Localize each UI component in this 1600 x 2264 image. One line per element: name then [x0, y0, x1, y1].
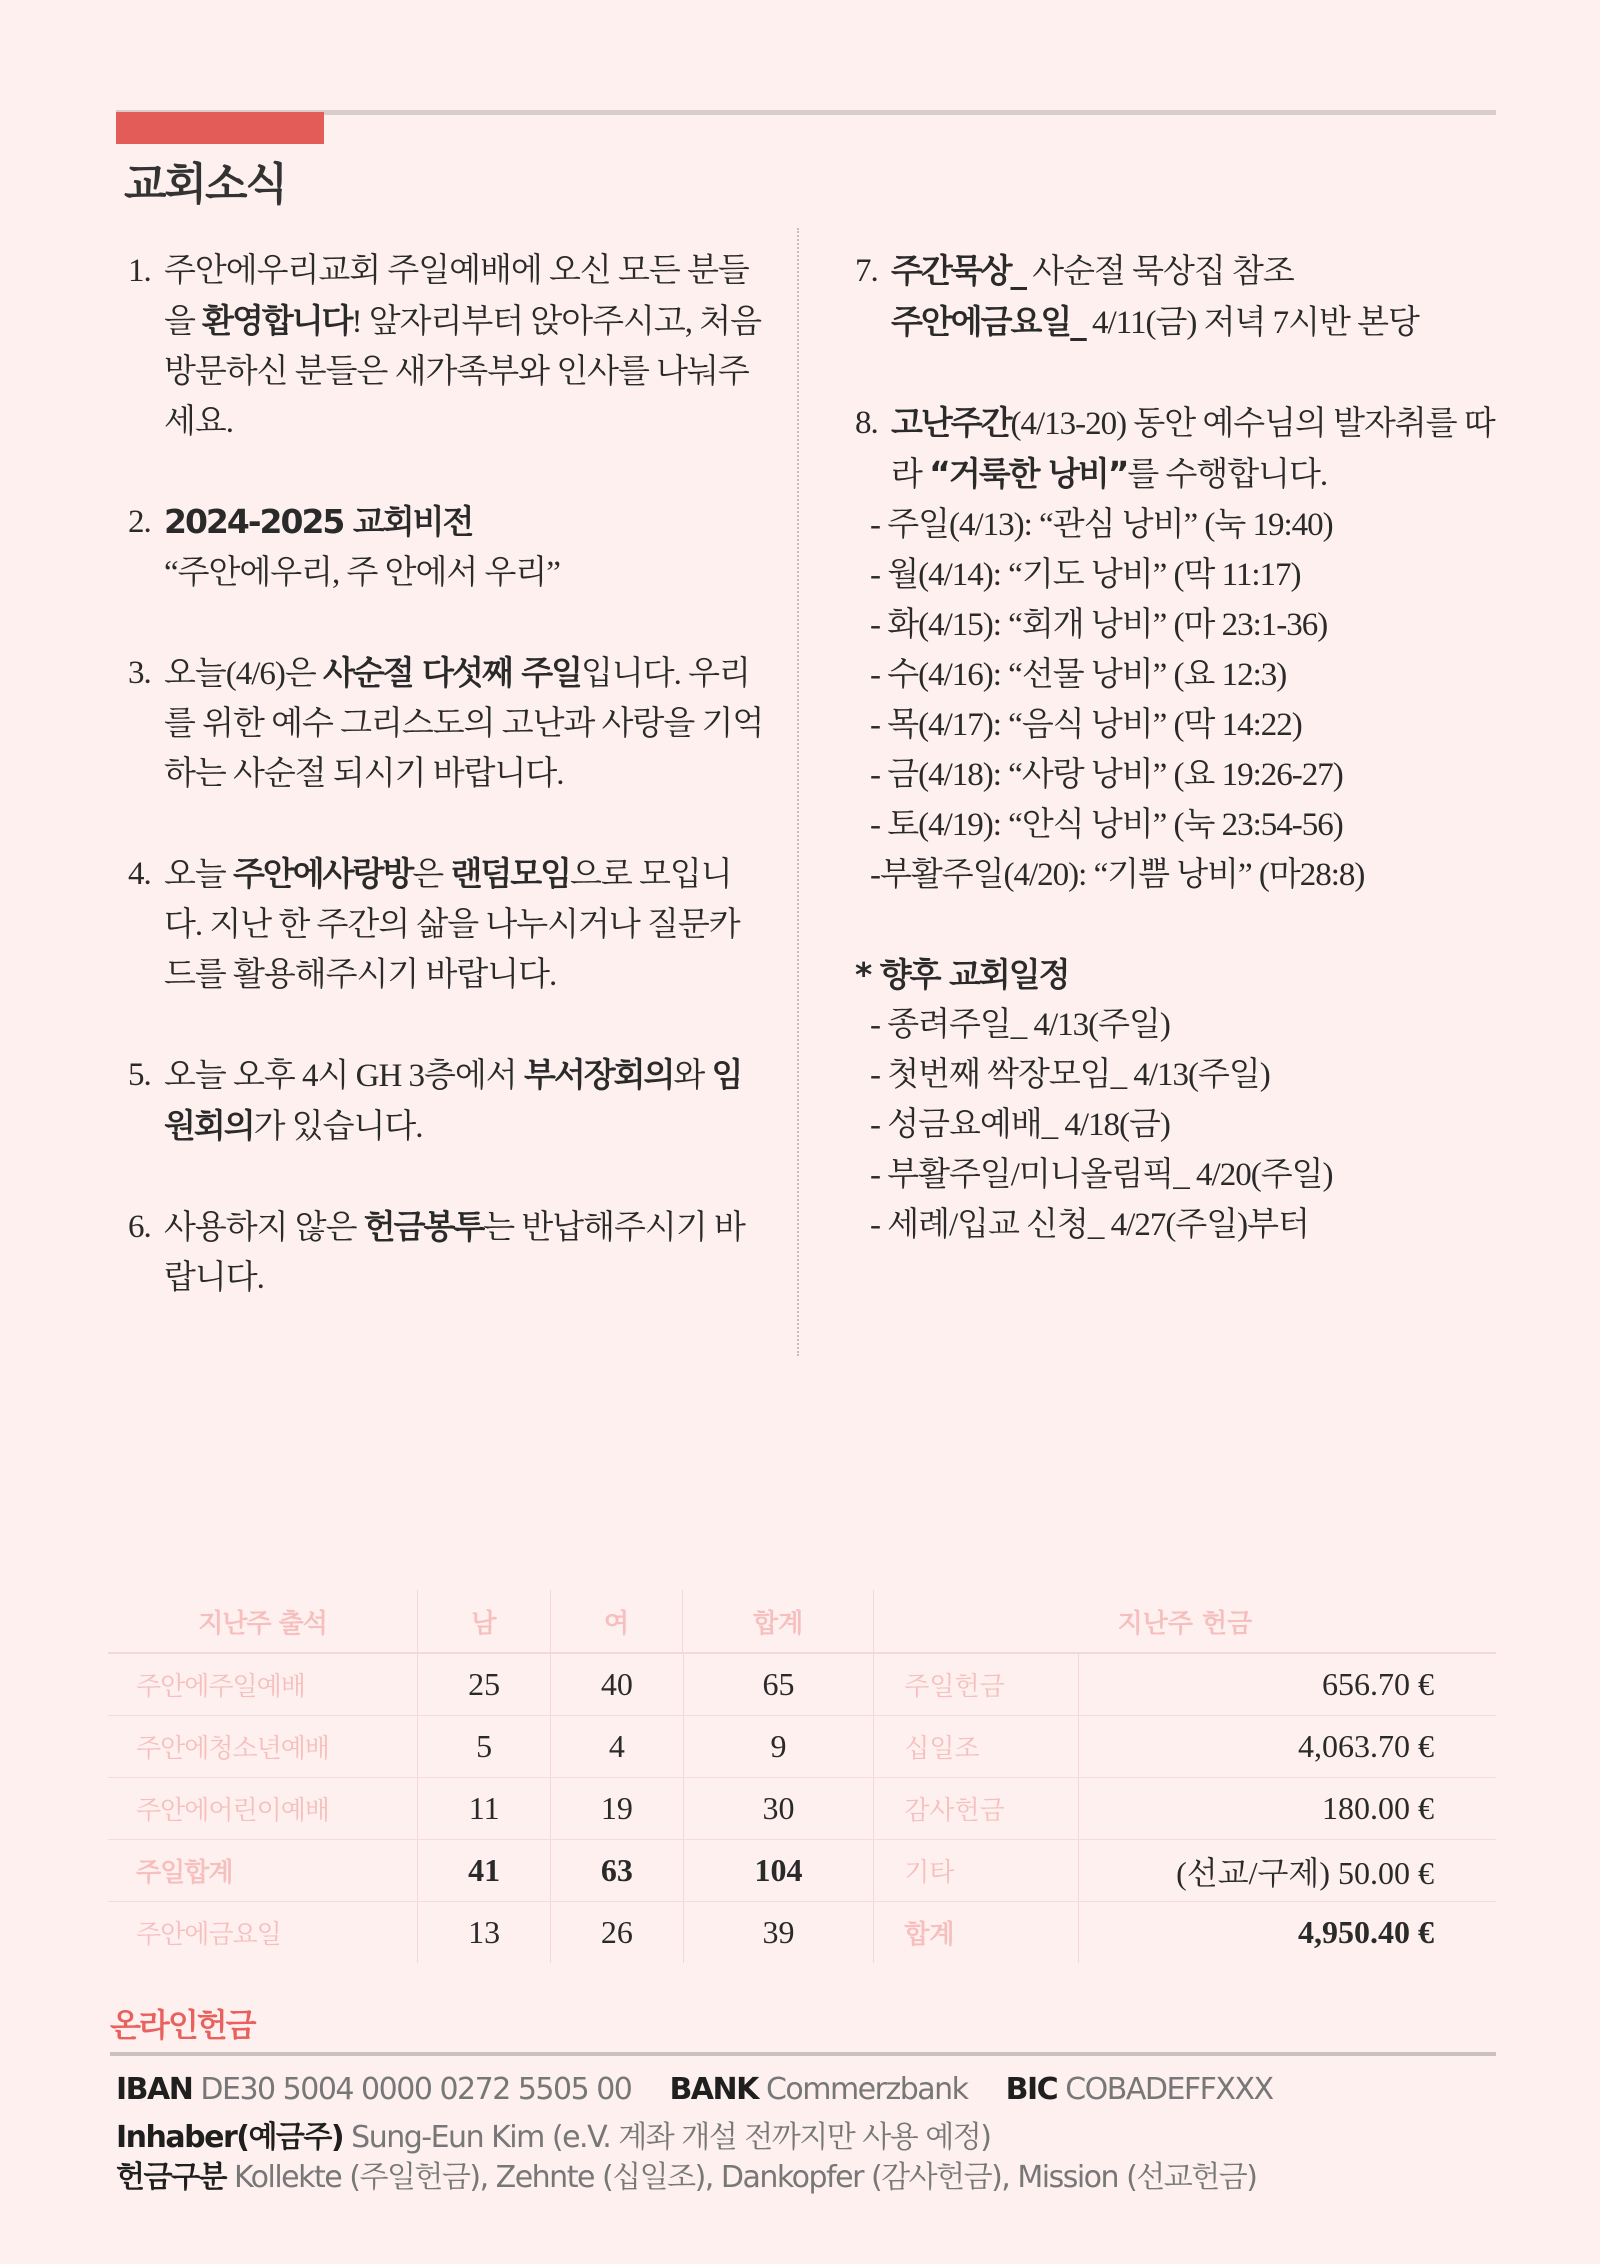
online-rule — [110, 2052, 1496, 2056]
item-text: 사용하지 않은 헌금봉투는 반납해주시기 바랍니다. — [164, 1207, 745, 1296]
offering-amount: 4,950.40 € — [1078, 1902, 1496, 1963]
female-count: 63 — [550, 1840, 683, 1901]
list-item: - 성금요예배_ 4/18(금) — [870, 1107, 1170, 1143]
list-item: -부활주일(4/20): “기쁨 낭비” (마28:8) — [870, 857, 1365, 893]
item-number: 6. — [128, 1209, 151, 1245]
bank-value: Commerzbank — [765, 2072, 968, 2107]
total-count: 30 — [683, 1778, 874, 1839]
holder-info-line — [116, 2112, 1020, 2156]
list-item: - 부활주일/미니올림픽_ 4/20(주일) — [870, 1157, 1333, 1193]
iban-label: IBAN — [116, 2072, 193, 2107]
list-item: - 금(4/18): “사랑 낭비” (요 19:26-27) — [870, 757, 1343, 793]
news-left-column — [128, 246, 768, 1353]
item-text — [891, 246, 1505, 348]
column-header: 남 — [417, 1590, 550, 1652]
news-item — [128, 246, 768, 447]
schedule-list — [855, 1000, 1505, 1250]
column-header: 합계 — [682, 1590, 872, 1652]
offering-label: 십일조 — [873, 1716, 1078, 1777]
list-item: - 첫번째 싹장모임_ 4/13(주일) — [870, 1057, 1270, 1093]
accent-bar — [116, 112, 324, 144]
weekly-meditation-label: 주간묵상_ — [891, 251, 1026, 290]
male-count: 11 — [417, 1778, 550, 1839]
item-text: 오늘 오후 4시 GH 3층에서 부서장회의와 임원회의가 있습니다. — [164, 1055, 742, 1145]
female-count: 4 — [550, 1716, 683, 1777]
item-number: 3. — [128, 655, 151, 691]
item-text: 고난주간(4/13-20) 동안 예수님의 발자취를 따라 “거룩한 낭비”를 수행합니다. — [891, 403, 1495, 493]
weekly-meditation-text: 사순절 묵상집 참조 — [1025, 254, 1294, 290]
news-item — [128, 648, 768, 799]
item-text: 오늘(4/6)은 사순절 다섯째 주일입니다. 우리를 위한 예수 그리스도의 고난과 사랑을 기억하는 사순절 되시기 바랍니다. — [164, 653, 764, 792]
friday-service-label: 주안에금요일_ — [891, 302, 1085, 341]
offering-type-value: Kollekte (주일헌금), Zehnte (십일조), Dankopfer (감사헌금), Mission (선교헌금) — [233, 2160, 1257, 2195]
list-item: - 수(4/16): “선물 낭비” (요 12:3) — [870, 657, 1287, 693]
iban-value: DE30 5004 0000 0272 5505 00 — [200, 2072, 632, 2107]
list-item: - 화(4/15): “회개 낭비” (마 23:1-36) — [870, 607, 1328, 643]
list-item: - 주일(4/13): “관심 낭비” (눅 19:40) — [870, 507, 1333, 543]
total-count: 104 — [683, 1840, 874, 1901]
column-header: 지난주 헌금 — [873, 1590, 1496, 1652]
item-text: 2024-2025 교회비전 “주안에우리, 주 안에서 우리” — [164, 502, 560, 591]
male-count: 5 — [417, 1716, 550, 1777]
total-count: 65 — [683, 1654, 874, 1715]
news-item — [128, 497, 768, 598]
list-item: - 토(4/19): “안식 낭비” (눅 23:54-56) — [870, 807, 1343, 843]
item-number: 4. — [128, 856, 151, 892]
bic-label: BIC — [1005, 2072, 1058, 2107]
news-item — [128, 1202, 768, 1303]
schedule-title: * 향후 교회일정 — [855, 955, 1069, 994]
bank-info-line — [116, 2072, 1303, 2107]
holder-value: Sung-Eun Kim (e.V. 계좌 개설 전까지만 사용 예정) — [351, 2120, 991, 2155]
list-item: - 목(4/17): “음식 낭비” (막 14:22) — [870, 707, 1302, 743]
bank-label: BANK — [669, 2072, 758, 2107]
offering-label: 기타 — [873, 1840, 1078, 1901]
column-divider — [797, 228, 799, 1356]
list-item: - 월(4/14): “기도 낭비” (막 11:17) — [870, 557, 1301, 593]
table-row — [108, 1840, 1496, 1902]
section-title: 교회소식 — [124, 159, 287, 210]
news-item — [128, 849, 768, 1000]
offering-amount: 656.70 € — [1078, 1654, 1496, 1715]
total-count: 39 — [683, 1902, 874, 1963]
table-row — [108, 1716, 1496, 1778]
table-row — [108, 1654, 1496, 1716]
row-label: 주안에어린이예배 — [136, 1796, 329, 1826]
offering-amount: 180.00 € — [1078, 1778, 1496, 1839]
offering-type-label: 헌금구분 — [116, 2160, 226, 2195]
bic-value: COBADEFFXXX — [1065, 2072, 1273, 2107]
item-number: 8. — [855, 405, 878, 441]
online-offering-title: 온라인헌금 — [110, 2006, 255, 2044]
friday-service-text: 4/11(금) 저녁 7시반 본당 — [1084, 305, 1419, 341]
female-count: 19 — [550, 1778, 683, 1839]
row-label: 주안에주일예배 — [136, 1672, 305, 1702]
attendance-offering-table — [108, 1590, 1496, 1963]
male-count: 13 — [417, 1902, 550, 1963]
offering-label: 감사헌금 — [873, 1778, 1078, 1839]
holder-label: Inhaber(예금주) — [116, 2120, 344, 2155]
female-count: 26 — [550, 1902, 683, 1963]
news-item — [128, 1050, 768, 1152]
female-count: 40 — [550, 1654, 683, 1715]
item-number: 2. — [128, 504, 151, 540]
total-count: 9 — [683, 1716, 874, 1777]
list-item: - 세례/입교 신청_ 4/27(주일)부터 — [870, 1207, 1309, 1243]
list-item: - 종려주일_ 4/13(주일) — [870, 1007, 1170, 1043]
table-row — [108, 1902, 1496, 1963]
item-number: 7. — [855, 253, 878, 289]
table-header — [108, 1590, 1496, 1654]
offering-amount: (선교/구제) 50.00 € — [1078, 1840, 1496, 1901]
male-count: 25 — [417, 1654, 550, 1715]
row-label: 주안에금요일 — [136, 1920, 281, 1950]
offering-label: 합계 — [873, 1902, 1078, 1963]
news-right-column — [855, 246, 1505, 1250]
column-header: 여 — [550, 1590, 683, 1652]
column-header: 지난주 출석 — [198, 1608, 327, 1639]
table-row — [108, 1778, 1496, 1840]
item-text: 오늘 주안에사랑방은 랜덤모임으로 모입니다. 지난 한 주간의 삶을 나누시거나 질문카드를 활용해주시기 바랍니다. — [164, 854, 740, 993]
row-label: 주안에청소년예배 — [136, 1734, 329, 1764]
offering-type-line — [116, 2152, 1286, 2196]
news-item — [855, 246, 1505, 348]
item-text: 주안에우리교회 주일예배에 오신 모든 분들을 환영합니다! 앞자리부터 앉아주시고, 처음 방문하신 분들은 새가족부와 인사를 나눠주세요. — [164, 253, 762, 440]
row-label: 주일합계 — [136, 1858, 233, 1888]
item-number: 5. — [128, 1057, 151, 1093]
item-number: 1. — [128, 253, 151, 289]
offering-amount: 4,063.70 € — [1078, 1716, 1496, 1777]
offering-label: 주일헌금 — [873, 1654, 1078, 1715]
passion-week-list — [855, 500, 1505, 900]
news-item — [855, 398, 1505, 500]
male-count: 41 — [417, 1840, 550, 1901]
